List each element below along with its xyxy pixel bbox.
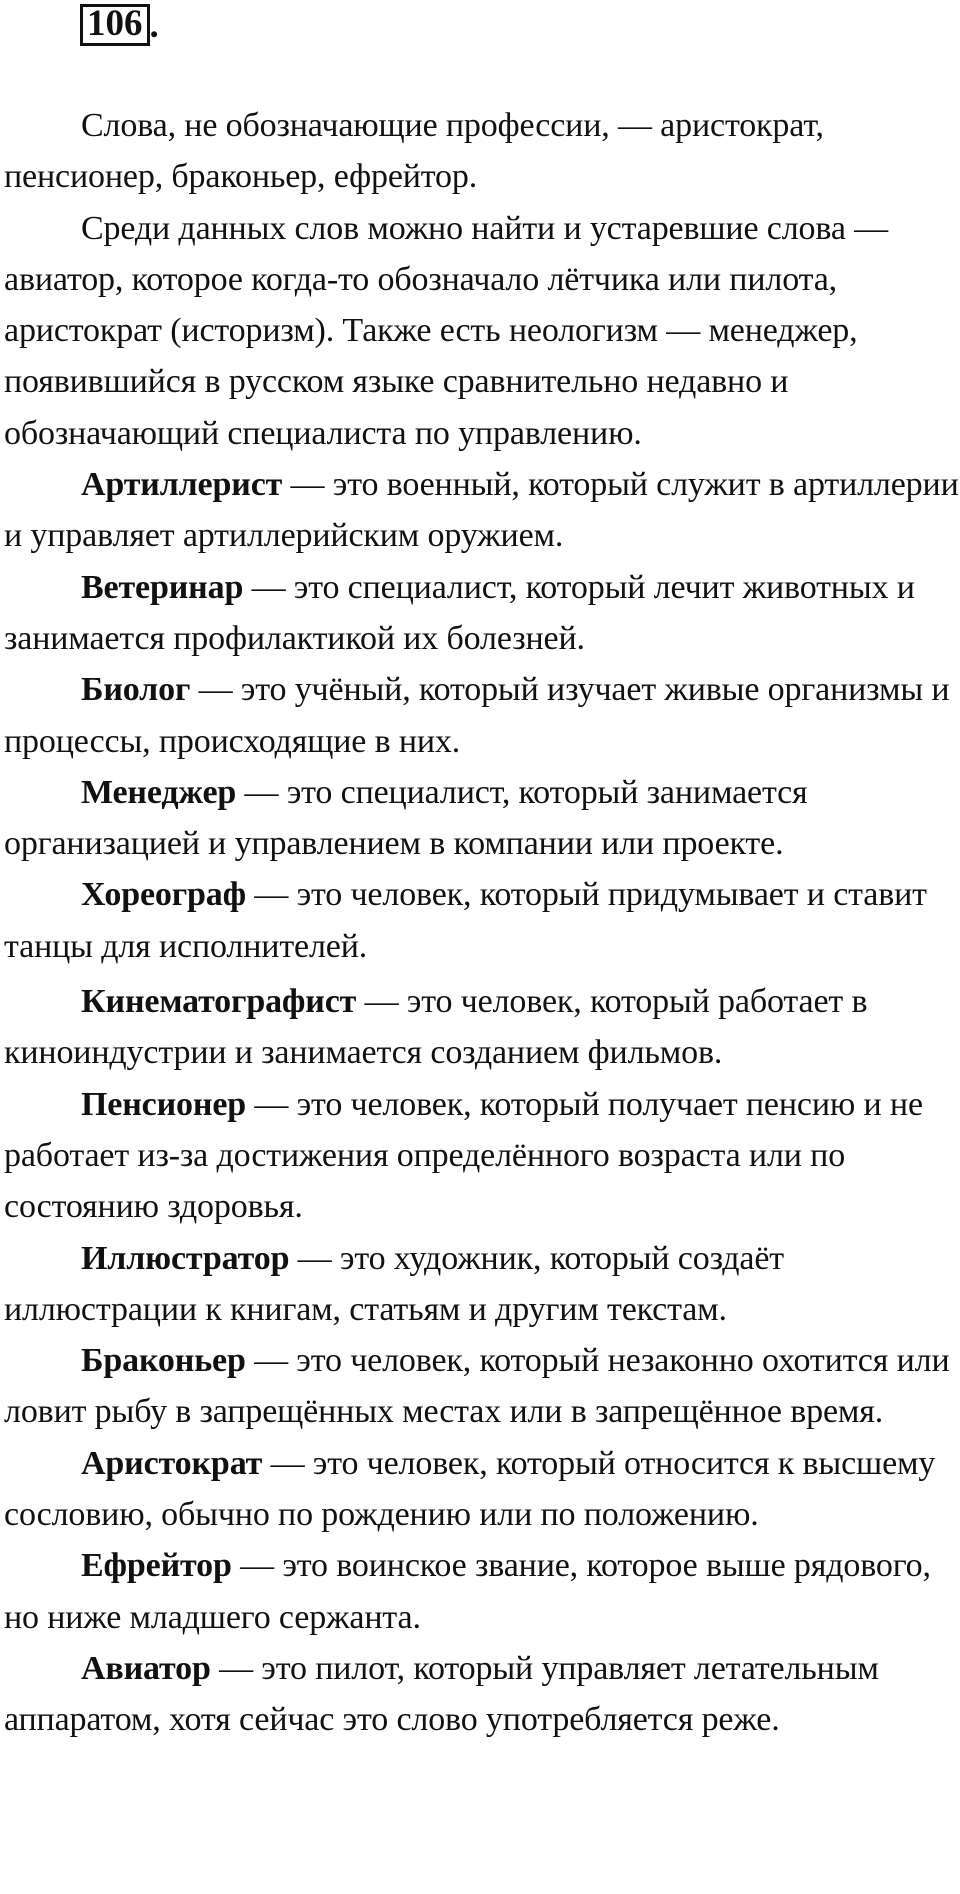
definition-paragraph [4, 869, 959, 972]
definition-paragraph [4, 562, 959, 665]
definition-text: — это человек, который незаконно охотится или ловит рыбу в запрещённых местах или в запрещённое время. [4, 1342, 950, 1431]
definition-text: — это воинское звание, которое выше рядового, но ниже младшего сержанта. [4, 1547, 931, 1636]
definition-text: — это человек, который работает в киноиндустрии и занимается созданием фильмов. [4, 983, 868, 1072]
exercise-number-box: 106 [80, 4, 150, 46]
definition-text: — это специалист, который занимается организацией и управлением в компании или проекте. [4, 773, 808, 863]
intro-paragraph: Слова, не обозначающие профессии, — аристократ, пенсионер, браконьер, ефрейтор. [4, 107, 824, 196]
definition-paragraph [4, 1233, 959, 1336]
definition-text: — это человек, который получает пенсию и не работает из-за достижения определённого возраста или по состоянию здоровья. [4, 1085, 923, 1226]
definition-paragraph [4, 1643, 959, 1746]
definition-term: Аристократ [81, 1444, 263, 1482]
definition-term: Кинематографист [81, 983, 357, 1021]
definition-paragraph [4, 1540, 959, 1643]
definition-paragraph [4, 976, 959, 1079]
definition-term: Авиатор [81, 1649, 211, 1687]
definition-paragraph [4, 1335, 959, 1438]
exercise-number [80, 4, 159, 46]
definition-text: — это человек, который придумывает и ставит танцы для исполнителей. [4, 876, 927, 965]
intro-paragraph: Среди данных слов можно найти и устаревшие слова — авиатор, которое когда-то обозначало лётчика или пилота, аристократ (историзм). Также есть неологизм — менеджер, появившийся в русском языке сравнительно недавно и обозначающий специалиста по управлению. [4, 209, 888, 452]
definition-term: Ефрейтор [81, 1547, 232, 1585]
definition-paragraph [4, 1438, 959, 1541]
definition-text: — это специалист, который лечит животных и занимается профилактикой их болезней. [4, 568, 915, 657]
definition-text: — это художник, который создаёт иллюстрации к книгам, статьям и другим текстам. [4, 1239, 784, 1328]
definition-term: Хореограф [81, 876, 247, 914]
definition-term: Браконьер [81, 1342, 246, 1380]
definition-paragraph [4, 459, 959, 562]
definition-term: Ветеринар [81, 568, 244, 606]
definition-term: Артиллерист [81, 466, 283, 504]
definition-text: — это учёный, который изучает живые организмы и процессы, происходящие в них. [4, 671, 950, 760]
definition-text: — это человек, который относится к высшему сословию, обычно по рождению или по положению. [4, 1444, 936, 1534]
definition-text: — это военный, который служит в артиллерии и управляет артиллерийским оружием. [4, 466, 959, 555]
definition-paragraph [4, 767, 959, 870]
definition-text: — это пилот, который управляет летательным аппаратом, хотя сейчас это слово употребляется реже. [4, 1649, 879, 1739]
exercise-number-dot: . [149, 5, 159, 46]
definition-paragraph [4, 1079, 959, 1233]
definition-term: Менеджер [81, 773, 237, 811]
definition-term: Биолог [81, 671, 191, 709]
definition-term: Иллюстратор [81, 1239, 290, 1277]
answer-text [4, 100, 959, 1746]
definition-paragraph [4, 664, 959, 767]
definition-term: Пенсионер [81, 1085, 247, 1123]
